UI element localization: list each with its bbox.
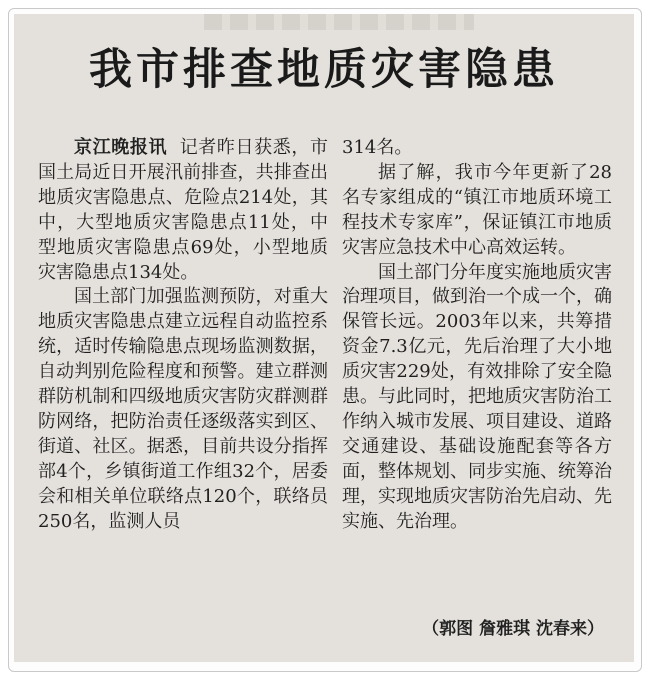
cut-off-text-strip — [204, 14, 474, 30]
dateline: 京江晚报讯 — [74, 137, 168, 158]
paragraph-3: 据了解，我市今年更新了28名专家组成的“镇江市地质环境工程技术专家库”，保证镇江市地质灾害应急技术中心高效运转。 — [342, 161, 612, 258]
paragraph-1 — [38, 136, 328, 285]
byline: （郭图 詹雅琪 沈春来） — [422, 619, 604, 639]
paragraph-2-continued: 314名。 — [342, 137, 413, 158]
paragraph-4: 国土部门分年度实施地质灾害治理项目，做到治一个成一个，确保管长远。2003年以来，共筹措资金7.3亿元，先后治理了大小地质灾害229处，有效排除了安全隐患。与此同时，把地质灾害防治工作纳入城市发展、项目建设、道路交通建设、基础设施配套等各方面，整体规划、同步实施、统筹治理，实现地质灾害防治先启动、先实施、先治理。 — [342, 261, 612, 532]
paragraph-2: 国土部门加强监测预防，对重大地质灾害隐患点建立远程自动监控系统，适时传输隐患点现场监测数据，自动判别危险程度和预警。建立群测群防机制和四级地质灾害防灾群测群防网络，把防治责任逐级落实到区、街道、社区。据悉，目前共设分指挥部4个，乡镇街道工作组32个，居委会和相关单位联络点120个，联络员250名，监测人员 — [38, 286, 328, 532]
paragraph-1-text: 记者昨日获悉，市国土局近日开展汛前排查，共排查出地质灾害隐患点、危险点214处，其中，大型地质灾害隐患点11处，中型地质灾害隐患点69处，小型地质灾害隐患点134处。 — [38, 137, 329, 283]
newspaper-clipping — [14, 14, 634, 662]
left-column — [38, 136, 328, 535]
right-column — [342, 136, 612, 535]
headline: 我市排查地质灾害隐患 — [89, 45, 559, 95]
